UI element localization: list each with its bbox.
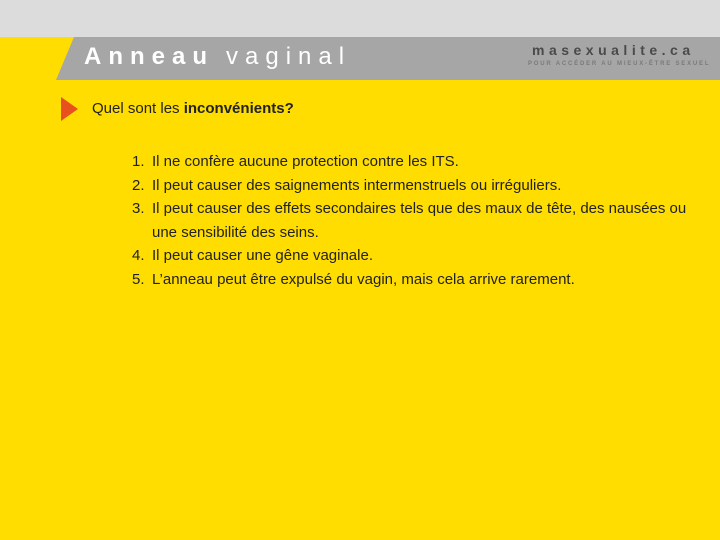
list-item-number: 4. <box>132 247 145 264</box>
slide-title-light: vaginal <box>226 43 352 70</box>
list-item <box>132 268 692 292</box>
slide-title <box>84 41 351 73</box>
list-item-number: 2. <box>132 176 145 194</box>
brand-tagline: POUR ACCÉDER AU MIEUX-ÊTRE SEXUEL <box>528 61 711 67</box>
header-notch <box>56 37 74 80</box>
bullet-arrow-icon <box>61 97 78 121</box>
brand-logo-text: masexualite.ca <box>532 42 695 58</box>
list-item-number: 1. <box>132 153 145 170</box>
list-item <box>132 150 692 174</box>
list-item-text: Il peut causer des saignements intermenstruels ou irréguliers. <box>152 176 562 194</box>
list-item <box>132 174 692 198</box>
list-item-text: Il peut causer des effets secondaires tels que des maux de tête, des nausées ou une sensibilité des seins. <box>152 200 687 241</box>
question-prefix: Quel sont les <box>92 100 184 117</box>
top-strip <box>0 0 720 37</box>
list-item-number: 3. <box>132 200 145 217</box>
drawbacks-list <box>132 150 692 291</box>
list-item-number: 5. <box>132 270 145 288</box>
question-bold: inconvénients? <box>183 100 294 117</box>
list-item <box>132 244 692 268</box>
list-item <box>132 197 692 244</box>
question-heading <box>92 100 294 117</box>
slide-title-bold: Anneau <box>84 43 215 70</box>
list-item-text: Il ne confère aucune protection contre les ITS. <box>152 153 459 170</box>
list-item-text: L’anneau peut être expulsé du vagin, mais cela arrive rarement. <box>152 270 575 288</box>
list-item-text: Il peut causer une gêne vaginale. <box>152 247 373 264</box>
